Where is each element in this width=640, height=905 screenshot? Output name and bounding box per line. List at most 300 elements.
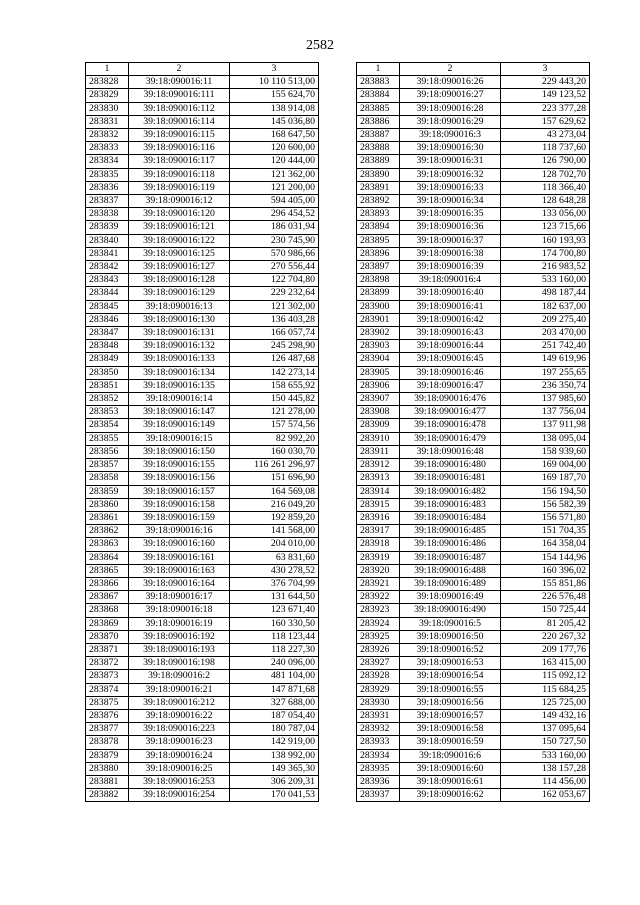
table-row — [86, 366, 319, 379]
cadastral-number-cell: 39:18:090016:119 — [129, 181, 230, 194]
table-row — [86, 775, 319, 788]
table-row — [86, 604, 319, 617]
row-number-cell: 283839 — [86, 221, 129, 234]
cadastral-number-cell: 39:18:090016:5 — [400, 617, 501, 630]
row-number-cell: 283927 — [357, 657, 400, 670]
table-row — [357, 657, 590, 670]
table-row — [86, 300, 319, 313]
value-cell: 115 684,25 — [501, 683, 590, 696]
value-cell: 157 574,56 — [230, 419, 319, 432]
table-row — [86, 683, 319, 696]
value-cell: 118 227,30 — [230, 643, 319, 656]
cadastral-number-cell: 39:18:090016:198 — [129, 657, 230, 670]
table-body-right — [357, 76, 590, 802]
cadastral-number-cell: 39:18:090016:129 — [129, 287, 230, 300]
cadastral-number-cell: 39:18:090016:38 — [400, 247, 501, 260]
value-cell: 142 273,14 — [230, 366, 319, 379]
row-number-cell: 283905 — [357, 366, 400, 379]
row-number-cell: 283934 — [357, 749, 400, 762]
value-cell: 126 487,68 — [230, 353, 319, 366]
value-cell: 123 715,66 — [501, 221, 590, 234]
table-row — [357, 300, 590, 313]
value-cell: 160 030,70 — [230, 445, 319, 458]
row-number-cell: 283863 — [86, 538, 129, 551]
table-row — [86, 234, 319, 247]
value-cell: 150 445,82 — [230, 393, 319, 406]
table-row — [86, 485, 319, 498]
value-cell: 145 036,80 — [230, 115, 319, 128]
row-number-cell: 283832 — [86, 129, 129, 142]
row-number-cell: 283892 — [357, 195, 400, 208]
value-cell: 204 010,00 — [230, 538, 319, 551]
cadastral-number-cell: 39:18:090016:163 — [129, 564, 230, 577]
cadastral-number-cell: 39:18:090016:156 — [129, 472, 230, 485]
row-number-cell: 283907 — [357, 393, 400, 406]
value-cell: 149 123,52 — [501, 89, 590, 102]
value-cell: 138 157,28 — [501, 762, 590, 775]
table-row — [357, 406, 590, 419]
row-number-cell: 283844 — [86, 287, 129, 300]
table-row — [86, 181, 319, 194]
cadastral-number-cell: 39:18:090016:45 — [400, 353, 501, 366]
cadastral-number-cell: 39:18:090016:40 — [400, 287, 501, 300]
row-number-cell: 283882 — [86, 789, 129, 802]
cadastral-number-cell: 39:18:090016:490 — [400, 604, 501, 617]
cadastral-number-cell: 39:18:090016:125 — [129, 247, 230, 260]
value-cell: 168 647,50 — [230, 129, 319, 142]
cadastral-number-cell: 39:18:090016:11 — [129, 76, 230, 89]
cadastral-number-cell: 39:18:090016:21 — [129, 683, 230, 696]
value-cell: 251 742,40 — [501, 340, 590, 353]
row-number-cell: 283876 — [86, 709, 129, 722]
cadastral-number-cell: 39:18:090016:121 — [129, 221, 230, 234]
table-row — [86, 340, 319, 353]
table-row — [357, 379, 590, 392]
cadastral-number-cell: 39:18:090016:114 — [129, 115, 230, 128]
row-number-cell: 283928 — [357, 670, 400, 683]
value-cell: 138 992,00 — [230, 749, 319, 762]
table-row — [357, 142, 590, 155]
table-row — [357, 670, 590, 683]
row-number-cell: 283914 — [357, 485, 400, 498]
cadastral-number-cell: 39:18:090016:24 — [129, 749, 230, 762]
column-header-1: 1 — [357, 63, 400, 76]
cadastral-number-cell: 39:18:090016:489 — [400, 577, 501, 590]
cadastral-number-cell: 39:18:090016:52 — [400, 643, 501, 656]
value-cell: 169 187,70 — [501, 472, 590, 485]
value-cell: 158 655,92 — [230, 379, 319, 392]
cadastral-number-cell: 39:18:090016:155 — [129, 459, 230, 472]
row-number-cell: 283857 — [86, 459, 129, 472]
table-row — [86, 630, 319, 643]
row-number-cell: 283831 — [86, 115, 129, 128]
cadastral-number-cell: 39:18:090016:19 — [129, 617, 230, 630]
value-cell: 533 160,00 — [501, 749, 590, 762]
cadastral-number-cell: 39:18:090016:487 — [400, 551, 501, 564]
column-header-3: 3 — [501, 63, 590, 76]
table-row — [357, 366, 590, 379]
row-number-cell: 283881 — [86, 775, 129, 788]
table-row — [357, 76, 590, 89]
table-row — [86, 749, 319, 762]
cadastral-number-cell: 39:18:090016:120 — [129, 208, 230, 221]
cadastral-number-cell: 39:18:090016:39 — [400, 261, 501, 274]
table-row — [357, 327, 590, 340]
cadastral-number-cell: 39:18:090016:17 — [129, 591, 230, 604]
row-number-cell: 283845 — [86, 300, 129, 313]
table-row — [86, 617, 319, 630]
value-cell: 169 004,00 — [501, 459, 590, 472]
table-row — [86, 432, 319, 445]
value-cell: 192 859,20 — [230, 511, 319, 524]
value-cell: 137 911,98 — [501, 419, 590, 432]
value-cell: 155 624,70 — [230, 89, 319, 102]
row-number-cell: 283843 — [86, 274, 129, 287]
cadastral-number-cell: 39:18:090016:13 — [129, 300, 230, 313]
row-number-cell: 283916 — [357, 511, 400, 524]
cadastral-number-cell: 39:18:090016:483 — [400, 498, 501, 511]
cadastral-number-cell: 39:18:090016:158 — [129, 498, 230, 511]
table-row — [86, 89, 319, 102]
cadastral-number-cell: 39:18:090016:56 — [400, 696, 501, 709]
value-cell: 203 470,00 — [501, 327, 590, 340]
cadastral-number-cell: 39:18:090016:53 — [400, 657, 501, 670]
table-row — [86, 564, 319, 577]
cadastral-number-cell: 39:18:090016:482 — [400, 485, 501, 498]
cadastral-number-cell: 39:18:090016:35 — [400, 208, 501, 221]
cadastral-number-cell: 39:18:090016:160 — [129, 538, 230, 551]
row-number-cell: 283893 — [357, 208, 400, 221]
cadastral-number-cell: 39:18:090016:111 — [129, 89, 230, 102]
value-cell: 230 745,90 — [230, 234, 319, 247]
cadastral-number-cell: 39:18:090016:30 — [400, 142, 501, 155]
row-number-cell: 283898 — [357, 274, 400, 287]
value-cell: 229 443,20 — [501, 76, 590, 89]
row-number-cell: 283926 — [357, 643, 400, 656]
row-number-cell: 283923 — [357, 604, 400, 617]
row-number-cell: 283919 — [357, 551, 400, 564]
table-row — [357, 89, 590, 102]
cadastral-number-cell: 39:18:090016:61 — [400, 775, 501, 788]
row-number-cell: 283829 — [86, 89, 129, 102]
table-row — [357, 749, 590, 762]
cadastral-number-cell: 39:18:090016:193 — [129, 643, 230, 656]
cadastral-number-cell: 39:18:090016:116 — [129, 142, 230, 155]
row-number-cell: 283930 — [357, 696, 400, 709]
cadastral-number-cell: 39:18:090016:33 — [400, 181, 501, 194]
value-cell: 229 232,64 — [230, 287, 319, 300]
table-row — [357, 129, 590, 142]
cadastral-number-cell: 39:18:090016:12 — [129, 195, 230, 208]
value-cell: 156 571,80 — [501, 511, 590, 524]
table-row — [86, 353, 319, 366]
row-number-cell: 283925 — [357, 630, 400, 643]
value-cell: 327 688,00 — [230, 696, 319, 709]
table-row — [86, 657, 319, 670]
value-cell: 133 056,00 — [501, 208, 590, 221]
cadastral-number-cell: 39:18:090016:23 — [129, 736, 230, 749]
table-row — [86, 195, 319, 208]
row-number-cell: 283888 — [357, 142, 400, 155]
table-row — [86, 406, 319, 419]
table-row — [86, 313, 319, 326]
table-row — [357, 459, 590, 472]
cadastral-number-cell: 39:18:090016:48 — [400, 445, 501, 458]
row-number-cell: 283932 — [357, 723, 400, 736]
cadastral-number-cell: 39:18:090016:62 — [400, 789, 501, 802]
table-row — [357, 181, 590, 194]
value-cell: 157 629,62 — [501, 115, 590, 128]
value-cell: 164 569,08 — [230, 485, 319, 498]
value-cell: 533 160,00 — [501, 274, 590, 287]
cadastral-number-cell: 39:18:090016:3 — [400, 129, 501, 142]
value-cell: 63 831,60 — [230, 551, 319, 564]
value-cell: 128 702,70 — [501, 168, 590, 181]
value-cell: 180 787,04 — [230, 723, 319, 736]
row-number-cell: 283887 — [357, 129, 400, 142]
table-row — [357, 221, 590, 234]
row-number-cell: 283874 — [86, 683, 129, 696]
value-cell: 245 298,90 — [230, 340, 319, 353]
value-cell: 118 366,40 — [501, 181, 590, 194]
row-number-cell: 283861 — [86, 511, 129, 524]
table-row — [357, 604, 590, 617]
cadastral-number-cell: 39:18:090016:164 — [129, 577, 230, 590]
row-number-cell: 283864 — [86, 551, 129, 564]
row-number-cell: 283924 — [357, 617, 400, 630]
cadastral-number-cell: 39:18:090016:135 — [129, 379, 230, 392]
value-cell: 10 110 513,00 — [230, 76, 319, 89]
cadastral-number-cell: 39:18:090016:159 — [129, 511, 230, 524]
cadastral-number-cell: 39:18:090016:117 — [129, 155, 230, 168]
row-number-cell: 283846 — [86, 313, 129, 326]
value-cell: 121 200,00 — [230, 181, 319, 194]
row-number-cell: 283865 — [86, 564, 129, 577]
value-cell: 150 727,50 — [501, 736, 590, 749]
row-number-cell: 283852 — [86, 393, 129, 406]
row-number-cell: 283866 — [86, 577, 129, 590]
table-row — [86, 538, 319, 551]
table-row — [357, 591, 590, 604]
cadastral-number-cell: 39:18:090016:27 — [400, 89, 501, 102]
row-number-cell: 283849 — [86, 353, 129, 366]
value-cell: 138 914,08 — [230, 102, 319, 115]
cadastral-number-cell: 39:18:090016:22 — [129, 709, 230, 722]
cadastral-number-cell: 39:18:090016:14 — [129, 393, 230, 406]
table-row — [357, 102, 590, 115]
table-row — [86, 525, 319, 538]
table-row — [86, 723, 319, 736]
table-row — [86, 247, 319, 260]
table-row — [357, 168, 590, 181]
cadastral-number-cell: 39:18:090016:254 — [129, 789, 230, 802]
value-cell: 163 415,00 — [501, 657, 590, 670]
value-cell: 156 194,50 — [501, 485, 590, 498]
table-row — [357, 498, 590, 511]
value-cell: 122 704,80 — [230, 274, 319, 287]
table-row — [86, 129, 319, 142]
register-table-right — [356, 62, 590, 802]
table-header-row — [86, 63, 319, 76]
row-number-cell: 283873 — [86, 670, 129, 683]
table-row — [86, 155, 319, 168]
cadastral-number-cell: 39:18:090016:147 — [129, 406, 230, 419]
row-number-cell: 283890 — [357, 168, 400, 181]
table-row — [357, 419, 590, 432]
row-number-cell: 283903 — [357, 340, 400, 353]
row-number-cell: 283880 — [86, 762, 129, 775]
cadastral-number-cell: 39:18:090016:485 — [400, 525, 501, 538]
row-number-cell: 283917 — [357, 525, 400, 538]
cadastral-number-cell: 39:18:090016:28 — [400, 102, 501, 115]
value-cell: 121 362,00 — [230, 168, 319, 181]
cadastral-number-cell: 39:18:090016:42 — [400, 313, 501, 326]
value-cell: 137 756,04 — [501, 406, 590, 419]
table-row — [357, 577, 590, 590]
value-cell: 160 396,02 — [501, 564, 590, 577]
table-row — [357, 551, 590, 564]
row-number-cell: 283834 — [86, 155, 129, 168]
row-number-cell: 283929 — [357, 683, 400, 696]
cadastral-number-cell: 39:18:090016:60 — [400, 762, 501, 775]
table-row — [86, 115, 319, 128]
value-cell: 209 275,40 — [501, 313, 590, 326]
value-cell: 151 704,35 — [501, 525, 590, 538]
row-number-cell: 283842 — [86, 261, 129, 274]
row-number-cell: 283855 — [86, 432, 129, 445]
table-row — [357, 696, 590, 709]
value-cell: 118 123,44 — [230, 630, 319, 643]
row-number-cell: 283899 — [357, 287, 400, 300]
row-number-cell: 283891 — [357, 181, 400, 194]
row-number-cell: 283886 — [357, 115, 400, 128]
row-number-cell: 283828 — [86, 76, 129, 89]
cadastral-number-cell: 39:18:090016:55 — [400, 683, 501, 696]
cadastral-number-cell: 39:18:090016:161 — [129, 551, 230, 564]
row-number-cell: 283910 — [357, 432, 400, 445]
value-cell: 137 095,64 — [501, 723, 590, 736]
value-cell: 182 637,00 — [501, 300, 590, 313]
value-cell: 121 302,00 — [230, 300, 319, 313]
value-cell: 81 205,42 — [501, 617, 590, 630]
value-cell: 226 576,48 — [501, 591, 590, 604]
value-cell: 126 790,00 — [501, 155, 590, 168]
cadastral-number-cell: 39:18:090016:112 — [129, 102, 230, 115]
value-cell: 570 986,66 — [230, 247, 319, 260]
row-number-cell: 283913 — [357, 472, 400, 485]
table-row — [357, 472, 590, 485]
value-cell: 131 644,50 — [230, 591, 319, 604]
table-row — [86, 393, 319, 406]
table-row — [357, 274, 590, 287]
value-cell: 158 939,60 — [501, 445, 590, 458]
table-row — [357, 485, 590, 498]
table-row — [357, 393, 590, 406]
table-row — [86, 102, 319, 115]
table-row — [357, 643, 590, 656]
row-number-cell: 283856 — [86, 445, 129, 458]
cadastral-number-cell: 39:18:090016:479 — [400, 432, 501, 445]
value-cell: 136 403,28 — [230, 313, 319, 326]
cadastral-number-cell: 39:18:090016:58 — [400, 723, 501, 736]
row-number-cell: 283862 — [86, 525, 129, 538]
row-number-cell: 283900 — [357, 300, 400, 313]
value-cell: 118 737,60 — [501, 142, 590, 155]
value-cell: 216 983,52 — [501, 261, 590, 274]
table-row — [357, 617, 590, 630]
table-row — [86, 327, 319, 340]
row-number-cell: 283908 — [357, 406, 400, 419]
cadastral-number-cell: 39:18:090016:149 — [129, 419, 230, 432]
row-number-cell: 283833 — [86, 142, 129, 155]
table-row — [357, 234, 590, 247]
cadastral-number-cell: 39:18:090016:37 — [400, 234, 501, 247]
value-cell: 498 187,44 — [501, 287, 590, 300]
table-row — [357, 723, 590, 736]
row-number-cell: 283922 — [357, 591, 400, 604]
row-number-cell: 283835 — [86, 168, 129, 181]
value-cell: 149 365,30 — [230, 762, 319, 775]
cadastral-number-cell: 39:18:090016:46 — [400, 366, 501, 379]
table-row — [86, 591, 319, 604]
table-row — [357, 538, 590, 551]
row-number-cell: 283854 — [86, 419, 129, 432]
table-row — [357, 247, 590, 260]
cadastral-number-cell: 39:18:090016:223 — [129, 723, 230, 736]
table-row — [86, 221, 319, 234]
value-cell: 155 851,86 — [501, 577, 590, 590]
row-number-cell: 283877 — [86, 723, 129, 736]
row-number-cell: 283858 — [86, 472, 129, 485]
table-row — [357, 445, 590, 458]
cadastral-number-cell: 39:18:090016:2 — [129, 670, 230, 683]
table-row — [357, 789, 590, 802]
value-cell: 186 031,94 — [230, 221, 319, 234]
table-row — [357, 115, 590, 128]
value-cell: 116 261 296,97 — [230, 459, 319, 472]
cadastral-number-cell: 39:18:090016:4 — [400, 274, 501, 287]
value-cell: 115 092,12 — [501, 670, 590, 683]
value-cell: 197 255,65 — [501, 366, 590, 379]
table-row — [357, 287, 590, 300]
cadastral-number-cell: 39:18:090016:31 — [400, 155, 501, 168]
value-cell: 594 405,00 — [230, 195, 319, 208]
row-number-cell: 283838 — [86, 208, 129, 221]
cadastral-number-cell: 39:18:090016:488 — [400, 564, 501, 577]
row-number-cell: 283889 — [357, 155, 400, 168]
row-number-cell: 283909 — [357, 419, 400, 432]
value-cell: 154 144,96 — [501, 551, 590, 564]
cadastral-number-cell: 39:18:090016:134 — [129, 366, 230, 379]
table-row — [86, 709, 319, 722]
value-cell: 162 053,67 — [501, 789, 590, 802]
cadastral-number-cell: 39:18:090016:133 — [129, 353, 230, 366]
table-row — [86, 261, 319, 274]
value-cell: 174 700,80 — [501, 247, 590, 260]
cadastral-number-cell: 39:18:090016:480 — [400, 459, 501, 472]
column-header-3: 3 — [230, 63, 319, 76]
value-cell: 138 095,04 — [501, 432, 590, 445]
table-row — [86, 76, 319, 89]
row-number-cell: 283860 — [86, 498, 129, 511]
cadastral-number-cell: 39:18:090016:6 — [400, 749, 501, 762]
value-cell: 151 696,90 — [230, 472, 319, 485]
table-row — [86, 472, 319, 485]
row-number-cell: 283935 — [357, 762, 400, 775]
table-row — [86, 445, 319, 458]
row-number-cell: 283883 — [357, 76, 400, 89]
value-cell: 216 049,20 — [230, 498, 319, 511]
